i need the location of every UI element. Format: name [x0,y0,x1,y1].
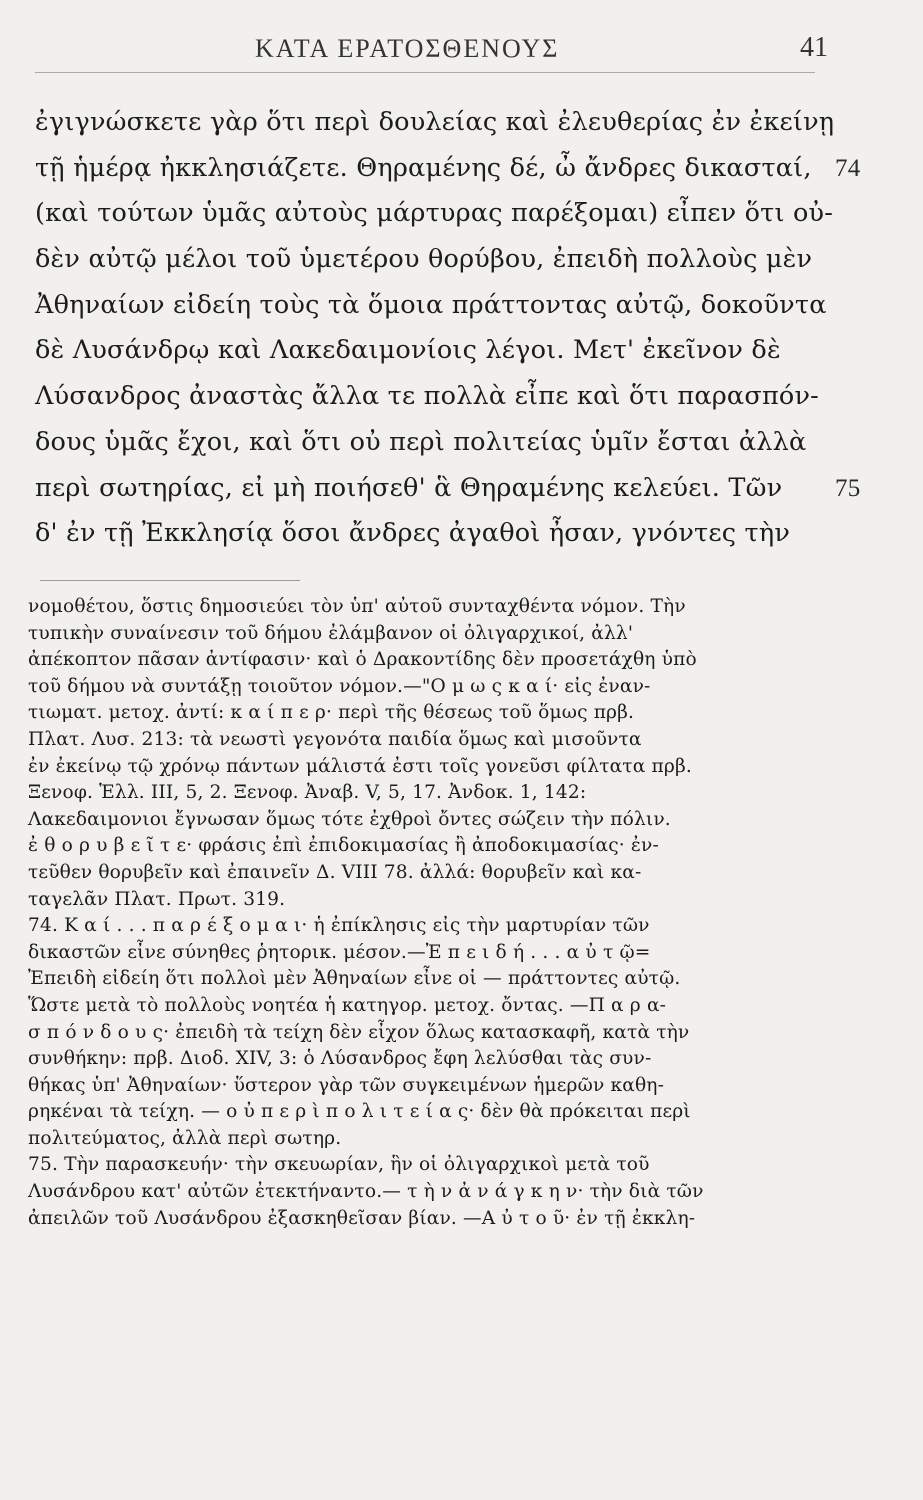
note-line: Λυσάνδρου κατ' αὐτῶν ἐτεκτήναντο.— τ ὴ ν ἀ ν ά γ κ η ν· τὴν διὰ τῶν [28,1181,704,1203]
main-text-line [35,237,825,283]
main-text-line [35,191,834,237]
main-text-line-content: δους ὑμᾶς ἔχοι, καὶ ὅτι οὐ περὶ πολιτείας ὑμῖν ἔσται ἀλλὰ [35,426,807,457]
main-text-line [35,420,825,466]
note-line: τοῦ δήμου νὰ συντάξῃ τοιοῦτον νόμον.—"Ο μ ω ς κ α ί· εἰς ἐναν- [28,675,651,697]
section-margin-number: 75 [835,474,861,502]
note-line: τιωματ. μετοχ. ἀντί: κ α ί π ε ρ· περὶ τῆς θέσεως τοῦ ὅμως πρβ. [28,702,635,724]
main-text-line [35,100,835,146]
main-text-line [35,466,861,512]
main-text-line-content: Λύσανδρος ἀναστὰς ἄλλα τε πολλὰ εἶπε καὶ ὅτι παρασπόν- [35,381,819,412]
main-text-line-content: ἐγιγνώσκετε γὰρ ὅτι περὶ δουλείας καὶ ἐλευθερίας ἐν ἐκείνῃ [35,107,835,137]
note-line: ἐν ἐκείνῳ τῷ χρόνῳ πάντων μάλιστά ἐστι τοῖς γονεῦσι φίλτατα πρβ. [28,755,692,777]
note-line: δικαστῶν εἶνε σύνηθες ῥητορικ. μέσον.—Ἐ π ε ι δ ή . . . α ὐ τ ῷ= [28,941,651,963]
header-rule [35,72,815,73]
footnote-rule [40,580,300,581]
note-line: πολιτεύματος, ἀλλὰ περὶ σωτηρ. [28,1127,342,1149]
note-line: ἐ θ ο ρ υ β ε ῖ τ ε· φράσις ἐπὶ ἐπιδοκιμασίας ἢ ἀποδοκιμασίας· ἐν- [28,835,659,857]
main-text-line [35,328,825,374]
main-text-line [35,283,825,329]
main-text-line-content: (καὶ τούτων ὑμᾶς αὐτοὺς μάρτυρας παρέξομαι) εἶπεν ὅτι οὐ- [35,198,834,229]
note-line: ρηκέναι τὰ τείχη. — ο ὐ π ε ρ ὶ π ο λ ι τ ε ί α ς· δὲν θὰ πρόκειται περὶ [28,1101,691,1123]
note-line: 74. Κ α ί . . . π α ρ έ ξ ο μ α ι· ἡ ἐπίκλησις εἰς τὴν μαρτυρίαν τῶν [28,915,650,937]
running-title: ΚΑΤΑ ΕΡΑΤΟΣΘΕΝΟΥΣ [255,34,560,63]
note-line: Λακεδαιμονιοι ἔγνωσαν ὅμως τότε ἐχθροὶ ὄντες σώζειν τὴν πόλιν. [28,808,671,830]
note-line: Ξενοφ. Ἑλλ. III, 5, 2. Ξενοφ. Ἀναβ. V, 5, 17. Ἀνδοκ. 1, 142: [28,782,587,804]
page-header [60,30,830,70]
note-line: τυπικὴν συναίνεσιν τοῦ δήμου ἐλάμβανον οἱ ὀλιγαρχικοί, ἀλλ' [28,622,634,644]
note-line: ἀπέκοπτον πᾶσαν ἀντίφασιν· καὶ ὁ Δρακοντίδης δὲν προσετάχθη ὑπὸ [28,649,697,671]
note-line: 75. Τὴν παρασκευήν· τὴν σκευωρίαν, ἣν οἱ ὀλιγαρχικοὶ μετὰ τοῦ [28,1154,650,1176]
section-margin-number: 74 [835,154,861,182]
commentary-notes [28,594,828,1232]
main-text-line [35,146,861,192]
note-line: ἀπειλῶν τοῦ Λυσάνδρου ἐξασκηθεῖσαν βίαν. —Α ὐ τ ο ῦ· ἐν τῇ ἐκκλη- [28,1207,696,1229]
page-number: 41 [800,32,828,63]
note-line: ταγελᾶν Πλατ. Πρωτ. 319. [28,888,286,910]
note-line: Πλατ. Λυσ. 213: τὰ νεωστὶ γεγονότα παιδία ὅμως καὶ μισοῦντα [28,728,642,750]
main-text-line-content: δ' ἐν τῇ Ἐκκλησίᾳ ὅσοι ἄνδρες ἀγαθοὶ ἦσαν, γνόντες τὴν [35,518,791,549]
note-line: συνθήκην: πρβ. Διοδ. XIV, 3: ὁ Λύσανδρος ἔφη λελύσθαι τὰς συν- [28,1048,652,1070]
note-line: νομοθέτου, ὅστις δημοσιεύει τὸν ὑπ' αὐτοῦ συνταχθέντα νόμον. Τὴν [28,596,686,617]
note-line: θήκας ὑπ' Ἀθηναίων· ὕστερον γὰρ τῶν συγκειμένων ἡμερῶν καθη- [28,1074,665,1096]
note-line: τεῦθεν θορυβεῖν καὶ ἐπαινεῖν Δ. VIII 78. ἀλλά: θορυβεῖν καὶ κα- [28,861,642,883]
main-text-line-content: Ἀθηναίων εἰδείη τοὺς τὰ ὅμοια πράττοντας αὐτῷ, δοκοῦντα [35,289,827,320]
note-line: σ π ό ν δ ο υ ς· ἐπειδὴ τὰ τείχη δὲν εἶχον ὅλως κατασκαφῆ, κατὰ τὴν [28,1021,690,1043]
main-text-line-content: περὶ σωτηρίας, εἰ μὴ ποιήσεθ' ἃ Θηραμένης κελεύει. Τῶν [35,472,783,503]
main-text-line-content: δὲν αὐτῷ μέλοι τοῦ ὑμετέρου θορύβου, ἐπειδὴ πολλοὺς μὲν [35,244,813,275]
main-text [35,100,861,557]
main-text-line [35,374,825,420]
main-text-line-content: δὲ Λυσάνδρῳ καὶ Λακεδαιμονίοις λέγοι. Μετ' ἐκεῖνον δὲ [35,335,781,366]
main-text-line-content: τῇ ἡμέρᾳ ἠκκλησιάζετε. Θηραμένης δέ, ὦ ἄνδρες δικασταί, [35,152,812,183]
note-line: Ὥστε μετὰ τὸ πολλοὺς νοητέα ἡ κατηγορ. μετοχ. ὄντας. —Π α ρ α- [28,994,667,1016]
main-text-line [35,511,825,557]
note-line: Ἐπειδὴ εἰδείη ὅτι πολλοὶ μὲν Ἀθηναίων εἶνε οἱ — πράττοντες αὐτῷ. [28,968,681,990]
